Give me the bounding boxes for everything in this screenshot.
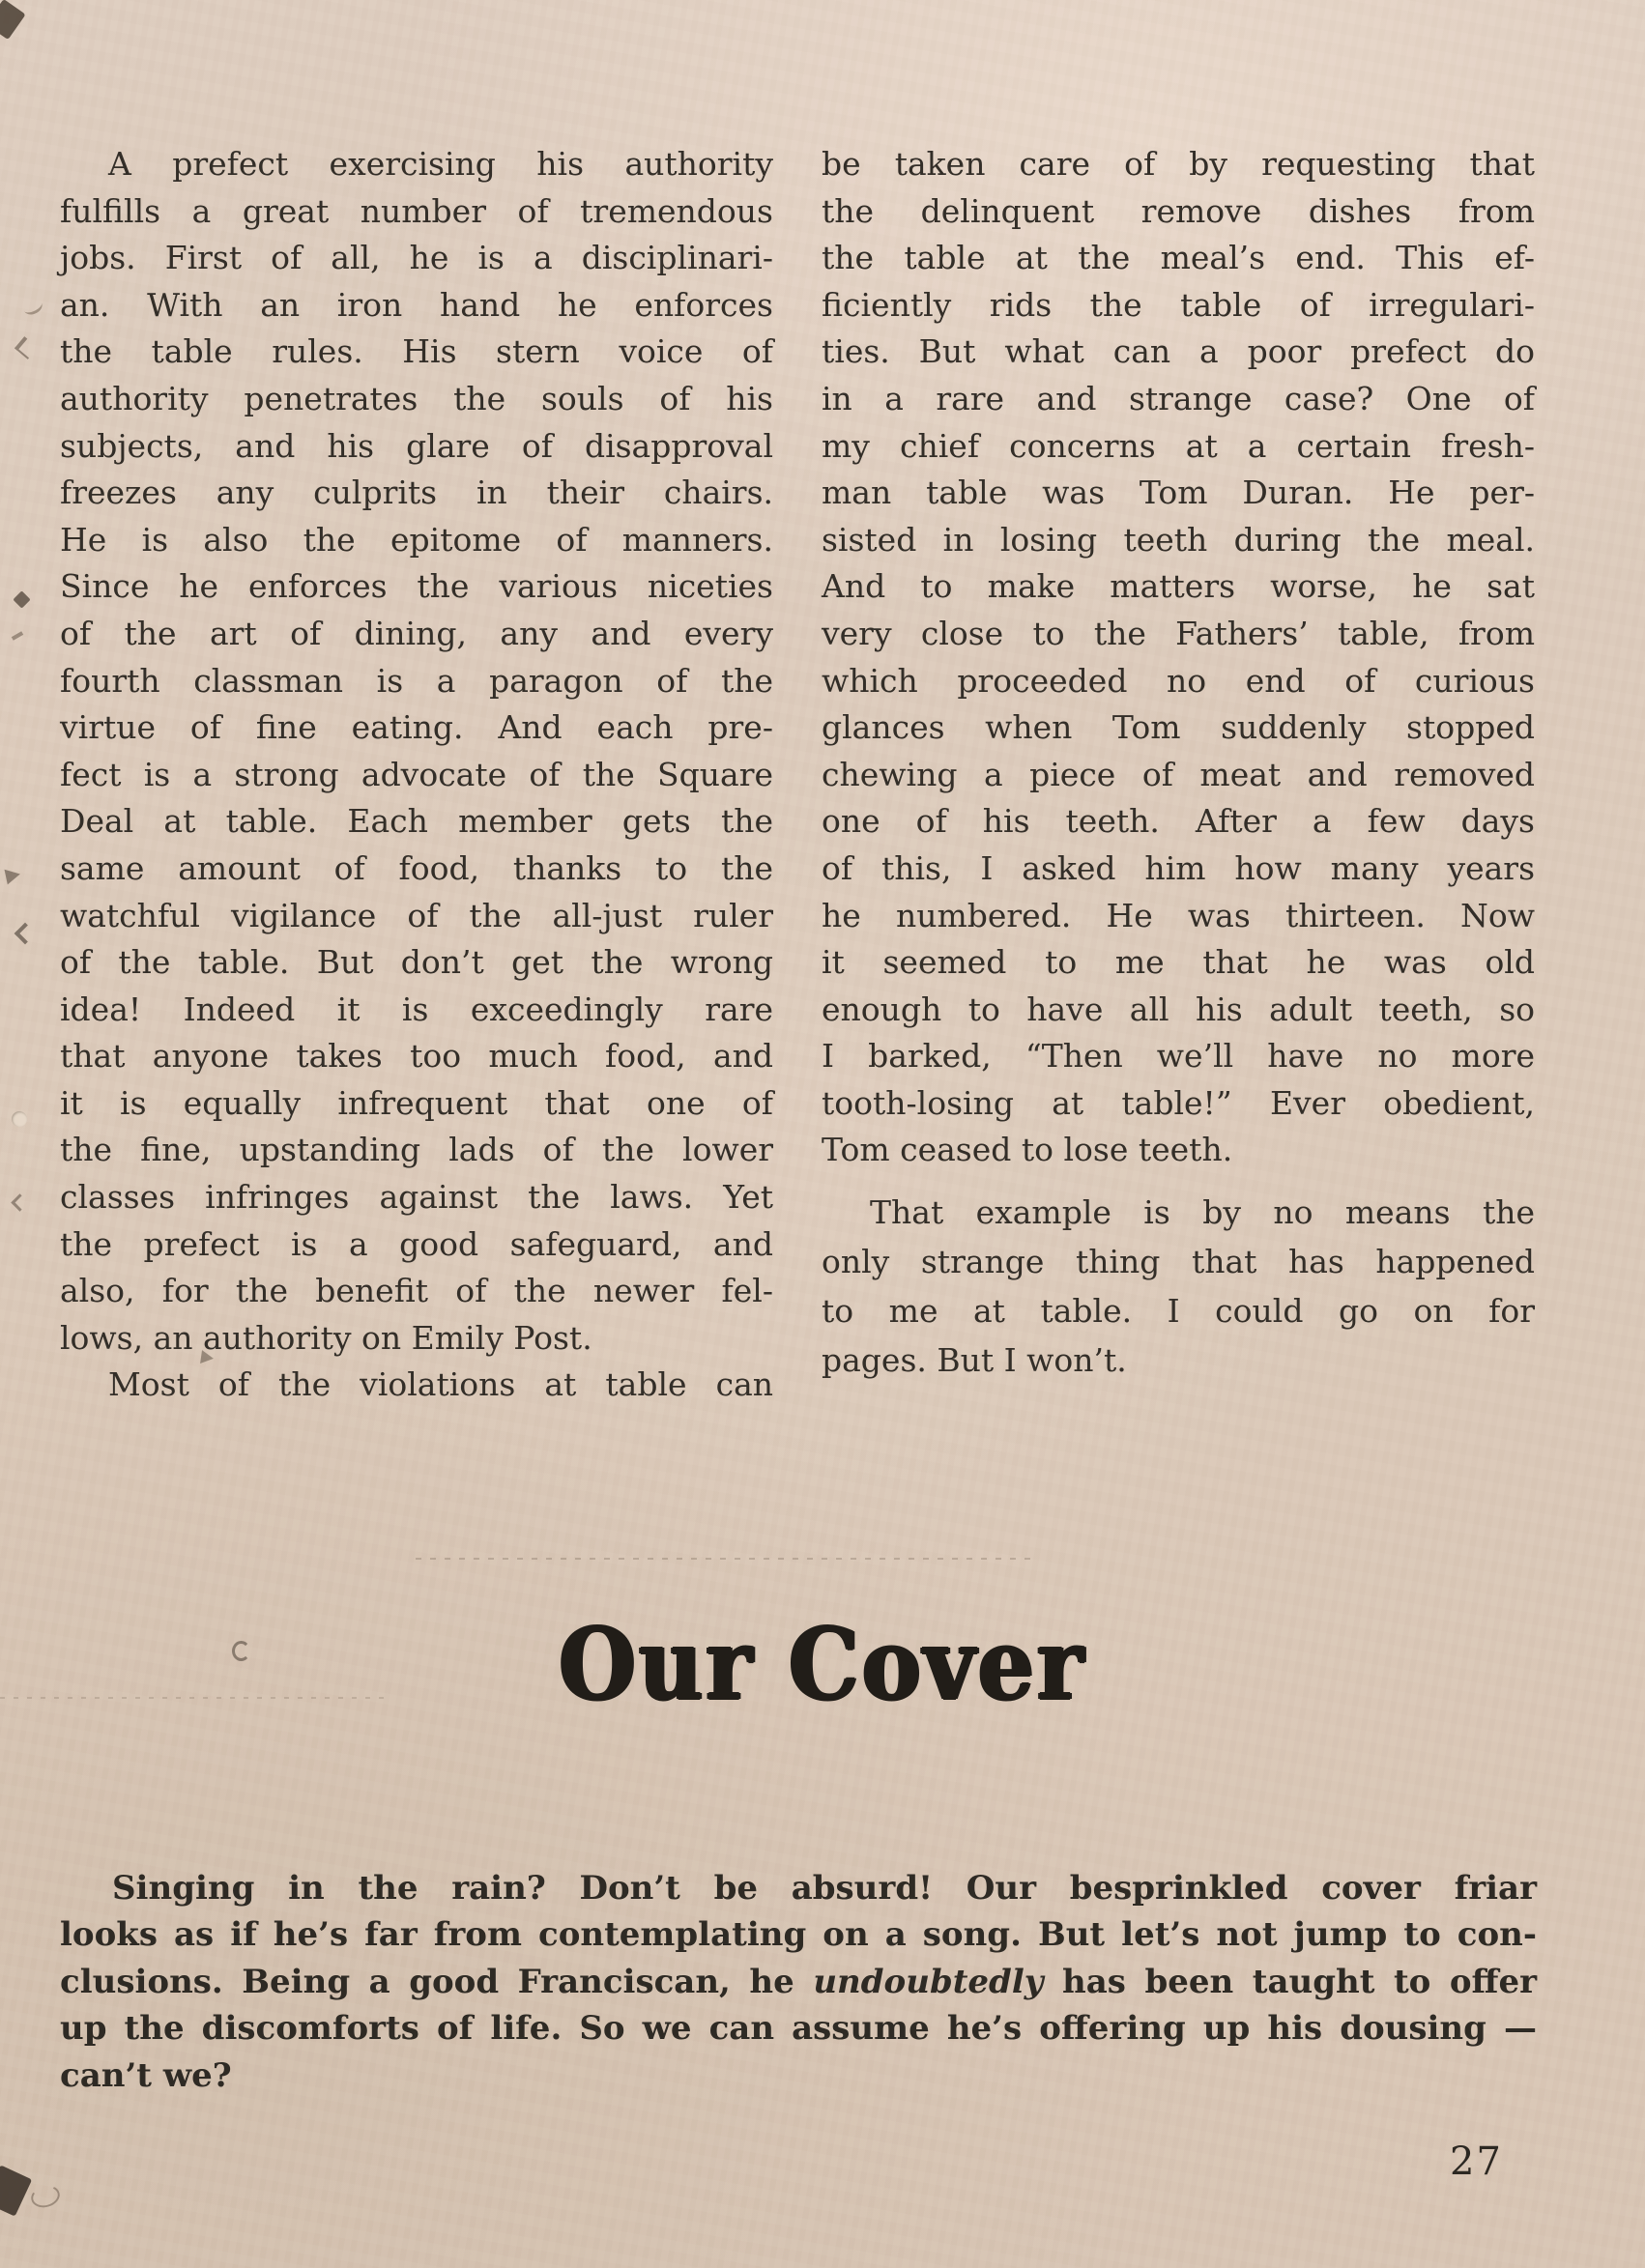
text-line: clusions. Being a good Franciscan, he undoubtedly has been taught to offer	[60, 1962, 1538, 2001]
text-line: classes infringes against the laws. Yet	[60, 1178, 773, 1217]
text-line: chewing a piece of meat and removed	[822, 755, 1535, 793]
scan-artifact	[29, 2182, 63, 2210]
text-line: looks as if he’s far from contemplating on a song. But let’s not jump to con-	[60, 1915, 1537, 1955]
paragraph	[822, 141, 1535, 1174]
text-line: sisted in losing teeth during the meal.	[822, 520, 1535, 559]
scan-artifact	[0, 0, 26, 40]
text-line: up the discomforts of life. So we can assume he’s offering up his dousing —	[60, 2009, 1537, 2049]
text-line: virtue of fine eating. And each pre-	[60, 708, 773, 747]
text-line: the delinquent remove dishes from	[822, 191, 1535, 230]
text-line: Most of the violations at table can	[108, 1365, 773, 1404]
scan-artifact	[416, 1558, 1034, 1560]
left-column	[60, 141, 773, 1409]
article-body	[60, 141, 1535, 1409]
text-line: it seemed to me that he was old	[822, 943, 1535, 982]
text-line: of this, I asked him how many years	[822, 848, 1535, 887]
text-line: only strange thing that has happened	[822, 1243, 1535, 1281]
scan-artifact	[21, 296, 44, 317]
scan-artifact	[0, 2165, 32, 2216]
text-line: same amount of food, thanks to the	[60, 848, 773, 887]
text-line: the table rules. His stern voice of	[60, 332, 773, 371]
text-line: an. With an iron hand he enforces	[60, 285, 773, 324]
text-line: the prefect is a good safeguard, and	[60, 1224, 773, 1263]
text-line: fect is a strong advocate of the Square	[60, 755, 773, 793]
text-line: be taken care of by requesting that	[822, 145, 1535, 183]
scan-artifact	[5, 867, 22, 885]
text-line: Since he enforces the various niceties	[60, 567, 773, 606]
text-line: That example is by no means the	[870, 1193, 1535, 1232]
scan-artifact	[11, 1193, 28, 1211]
cover-note	[60, 1865, 1537, 2099]
scan-artifact	[12, 631, 23, 640]
text-line: also, for the benefit of the newer fel-	[60, 1272, 773, 1310]
right-column	[822, 141, 1535, 1409]
text-line: lows, an authority on Emily Post.	[60, 1318, 592, 1357]
section-heading: Our Cover	[559, 1607, 1086, 1723]
text-line: Tom ceased to lose teeth.	[822, 1131, 1233, 1169]
scan-artifact	[13, 590, 30, 608]
text-line: of the table. But don’t get the wrong	[60, 943, 773, 982]
scan-artifact	[14, 336, 38, 359]
text-line: the fine, upstanding lads of the lower	[60, 1131, 773, 1169]
text-line: fourth classman is a paragon of the	[60, 661, 773, 700]
text-line: A prefect exercising his authority	[108, 145, 773, 183]
text-line: glances when Tom suddenly stopped	[822, 708, 1535, 747]
text-line: jobs. First of all, he is a disciplinari-	[60, 239, 773, 277]
text-line: one of his teeth. After a few days	[822, 802, 1535, 841]
text-line: authority penetrates the souls of his	[60, 379, 773, 417]
text-line: it is equally infrequent that one of	[60, 1083, 773, 1122]
text-line: fulfills a great number of tremendous	[60, 191, 773, 230]
text-line: of the art of dining, any and every	[60, 614, 773, 652]
text-line: he numbered. He was thirteen. Now	[822, 896, 1535, 934]
text-line: in a rare and strange case? One of	[822, 379, 1535, 417]
text-line: idea! Indeed it is exceedingly rare	[60, 990, 773, 1028]
scan-artifact	[12, 1111, 27, 1127]
text-line: tooth-losing at table!” Ever obedient,	[822, 1083, 1535, 1122]
text-line: ficiently rids the table of irregulari-	[822, 285, 1535, 324]
text-line: watchful vigilance of the all-just ruler	[60, 896, 773, 934]
text-line: ties. But what can a poor prefect do	[822, 332, 1535, 371]
text-line: subjects, and his glare of disapproval	[60, 426, 773, 465]
text-line: to me at table. I could go on for	[822, 1292, 1535, 1331]
text-line: which proceeded no end of curious	[822, 661, 1535, 700]
text-line: pages. But I won’t.	[822, 1341, 1127, 1380]
text-line: that anyone takes too much food, and	[60, 1037, 773, 1076]
text-line: I barked, “Then we’ll have no more	[822, 1037, 1535, 1076]
text-line: He is also the epitome of manners.	[60, 520, 773, 559]
text-line: the table at the meal’s end. This ef-	[822, 239, 1535, 277]
text-line: Singing in the rain? Don’t be absurd! Our besprinkled cover friar	[112, 1869, 1537, 1908]
text-line: my chief concerns at a certain fresh-	[822, 426, 1535, 465]
text-line: freezes any culprits in their chairs.	[60, 474, 773, 512]
text-line: enough to have all his adult teeth, so	[822, 990, 1535, 1028]
paragraph	[822, 1188, 1535, 1385]
text-line: man table was Tom Duran. He per-	[822, 474, 1535, 512]
scan-artifact	[14, 923, 37, 945]
text-line: can’t we?	[60, 2055, 232, 2095]
text-line: very close to the Fathers’ table, from	[822, 614, 1535, 652]
text-line: And to make matters worse, he sat	[822, 567, 1535, 606]
text-line: Deal at table. Each member gets the	[60, 802, 773, 841]
page-number: 27	[1450, 2139, 1503, 2184]
